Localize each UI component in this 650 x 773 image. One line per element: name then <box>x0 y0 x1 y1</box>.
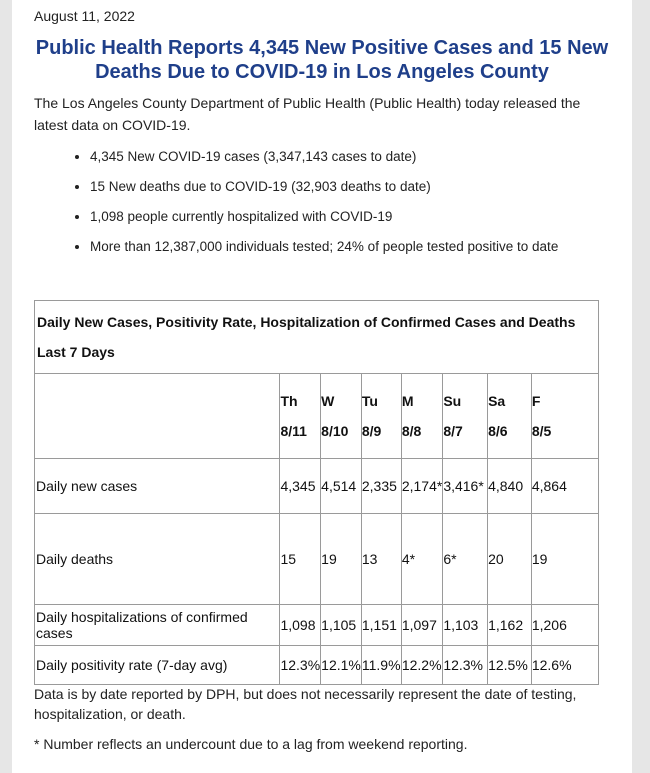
table-cell: 4* <box>401 514 442 605</box>
table-row <box>35 514 599 605</box>
daily-stats-table <box>34 300 599 685</box>
row-label: Daily new cases <box>35 459 280 514</box>
table-cell: 12.3% <box>443 646 488 685</box>
row-label: Daily deaths <box>35 514 280 605</box>
key-stats-list <box>34 144 630 264</box>
intro-paragraph: The Los Angeles County Department of Public Health (Public Health) today released the latest data on COVID-19. <box>34 95 581 133</box>
row-label: Daily positivity rate (7-day avg) <box>35 646 280 685</box>
table-cell: 1,103 <box>443 605 488 646</box>
table-cell: 1,162 <box>488 605 532 646</box>
table-cell: 13 <box>361 514 401 605</box>
table-cell: 6* <box>443 514 488 605</box>
table-cell: 20 <box>488 514 532 605</box>
table-cell: 4,514 <box>321 459 362 514</box>
table-cell: 4,864 <box>531 459 598 514</box>
table-header-blank <box>35 374 280 459</box>
table-cell: 12.2% <box>401 646 442 685</box>
page-title: Public Health Reports 4,345 New Positive Cases and 15 New Deaths Due to COVID-19 in Los Angeles County <box>35 37 609 83</box>
table-cell: 1,098 <box>280 605 321 646</box>
row-label: Daily hospitalizations of confirmed cases <box>35 605 280 646</box>
column-header: M 8/8 <box>401 374 442 459</box>
list-item: • 15 New deaths due to COVID-19 (32,903 deaths to date) <box>90 174 630 204</box>
press-release-page <box>12 0 632 773</box>
table-cell: 19 <box>531 514 598 605</box>
column-header: Tu 8/9 <box>361 374 401 459</box>
list-item: • 1,098 people currently hospitalized with COVID-19 <box>90 204 630 234</box>
table-row <box>35 459 599 514</box>
undercount-footnote: * Number reflects an undercount due to a lag from weekend reporting. <box>34 736 468 752</box>
table-row <box>35 605 599 646</box>
table-cell: 1,151 <box>361 605 401 646</box>
table-cell: 1,206 <box>531 605 598 646</box>
table-cell: 4,840 <box>488 459 532 514</box>
table-cell: 15 <box>280 514 321 605</box>
table-cell: 4,345 <box>280 459 321 514</box>
column-header: F 8/5 <box>531 374 598 459</box>
data-note: Data is by date reported by DPH, but does not necessarily represent the date of testing, hospitalization, or death. <box>34 686 577 722</box>
column-header: Th 8/11 <box>280 374 321 459</box>
column-header: W 8/10 <box>321 374 362 459</box>
table-cell: 1,105 <box>321 605 362 646</box>
table-cell: 11.9% <box>361 646 401 685</box>
table-cell: 3,416* <box>443 459 488 514</box>
footnotes <box>34 684 614 764</box>
column-header: Sa 8/6 <box>488 374 532 459</box>
column-header: Su 8/7 <box>443 374 488 459</box>
table-cell: 12.3% <box>280 646 321 685</box>
table-cell: 19 <box>321 514 362 605</box>
table-cell: 12.6% <box>531 646 598 685</box>
table-caption: Daily New Cases, Positivity Rate, Hospitalization of Confirmed Cases and Deaths Last 7 Days <box>35 301 599 374</box>
release-date: August 11, 2022 <box>34 8 135 24</box>
table-header-row <box>35 374 599 459</box>
table-cell: 12.5% <box>488 646 532 685</box>
table-cell: 12.1% <box>321 646 362 685</box>
table-cell: 1,097 <box>401 605 442 646</box>
table-cell: 2,174* <box>401 459 442 514</box>
table-cell: 2,335 <box>361 459 401 514</box>
table-row <box>35 646 599 685</box>
list-item: • 4,345 New COVID-19 cases (3,347,143 cases to date) <box>90 144 630 174</box>
list-item: • More than 12,387,000 individuals tested; 24% of people tested positive to date <box>90 234 630 264</box>
